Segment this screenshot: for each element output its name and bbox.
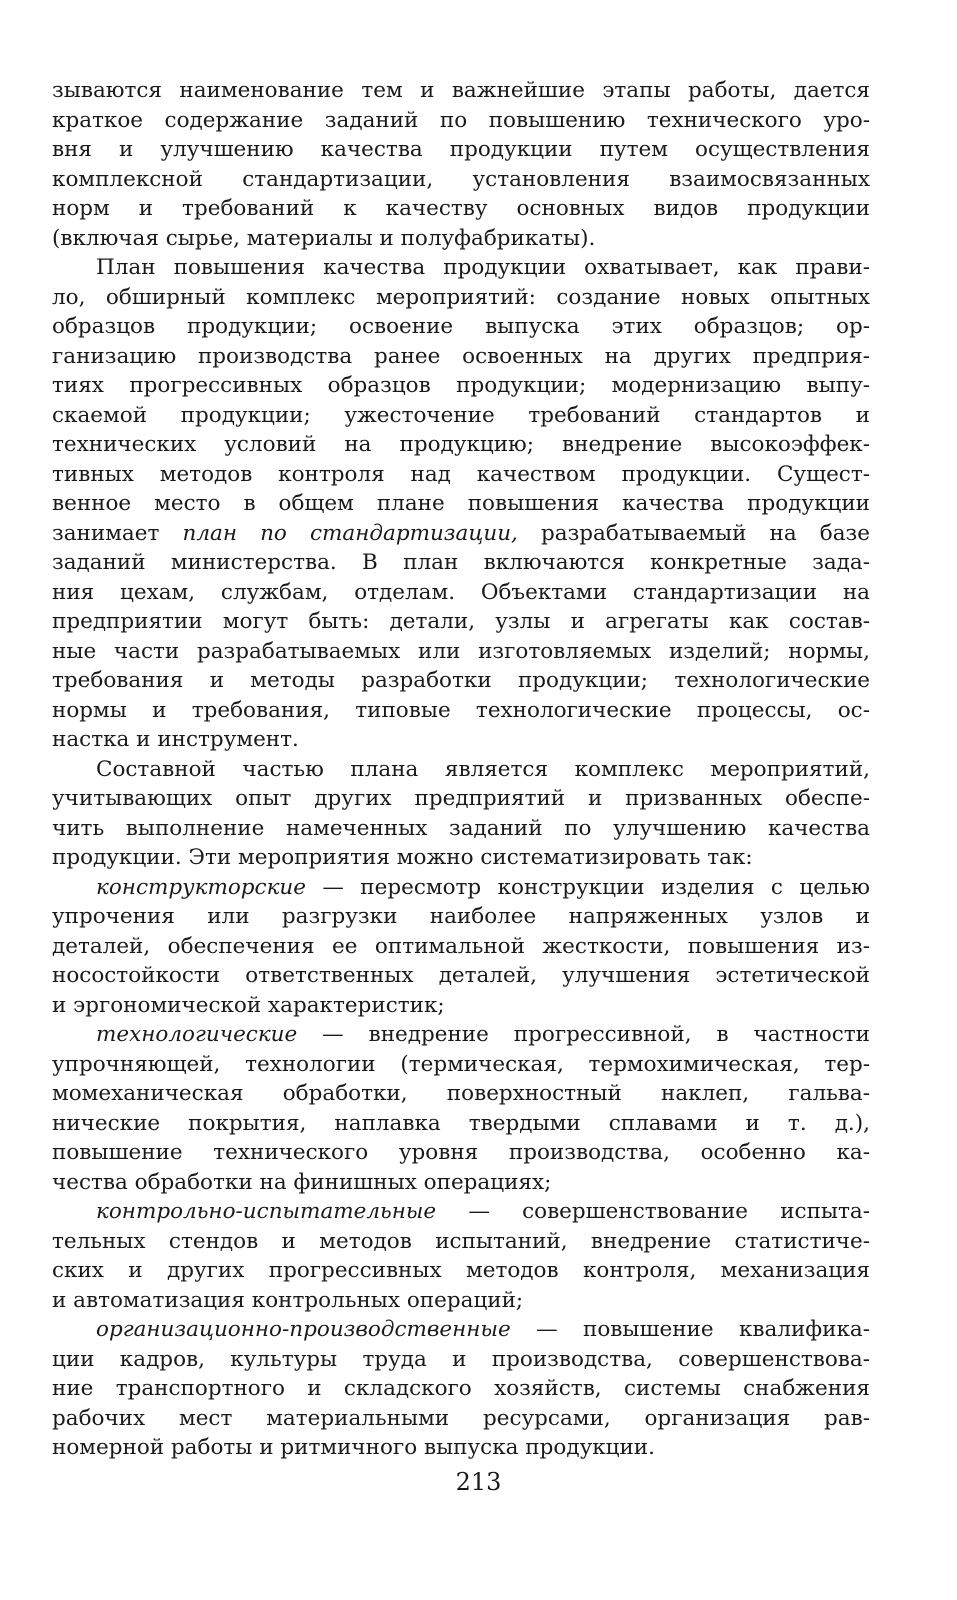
text-line: чить выполнение намеченных заданий по улучшению качества: [52, 815, 870, 841]
text-line: контрольно-испытательные — совершенствование испыта-: [96, 1199, 870, 1224]
text-line: организационно-производственные — повышение квалифика-: [96, 1317, 870, 1342]
text-line: венное место в общем плане повышения качества продукции: [52, 491, 870, 516]
text-line: ских и других прогрессивных методов контроля, механизация: [52, 1258, 870, 1283]
text-line: ции кадров, культуры труда и производства, совершенствова-: [52, 1346, 870, 1372]
paragraph: [52, 1315, 870, 1463]
text-line: продукции. Эти мероприятия можно систематизировать так:: [52, 845, 753, 870]
text-line: скаемой продукции; ужесточение требований стандартов и: [52, 402, 870, 428]
text-line: тельных стендов и методов испытаний, внедрение статистиче-: [52, 1228, 870, 1254]
text-line: ние транспортного и складского хозяйств, системы снабжения: [52, 1376, 870, 1401]
text-line: упрочения или разгрузки наиболее напряженных узлов и: [52, 904, 870, 929]
text-line: рабочих мест материальными ресурсами, организация рав-: [52, 1405, 870, 1431]
paragraph: [52, 755, 870, 873]
text-line: тиях прогрессивных образцов продукции; модернизацию выпу-: [52, 373, 870, 398]
text-line: технических условий на продукцию; внедрение высокоэффек-: [52, 432, 870, 457]
paragraph: [52, 76, 870, 253]
text-line: зываются наименование тем и важнейшие этапы работы, дается: [52, 78, 870, 103]
text-line: ганизацию производства ранее освоенных на других предприя-: [52, 343, 870, 369]
text-line: вня и улучшению качества продукции путем осуществления: [52, 137, 870, 162]
paragraph: [52, 1197, 870, 1315]
text-line: ния цехам, службам, отделам. Объектами стандартизации на: [52, 579, 870, 605]
page-number: 213: [455, 1468, 502, 1496]
text-line: чества обработки на финишных операциях;: [52, 1169, 552, 1195]
text-line: ные части разрабатываемых или изготовляемых изделий; нормы,: [52, 638, 870, 664]
text-line: технологические — внедрение прогрессивной, в частности: [96, 1022, 870, 1047]
text-line: (включая сырье, материалы и полуфабрикаты).: [52, 225, 596, 251]
text-line: тивных методов контроля над качеством продукции. Сущест-: [52, 461, 870, 487]
text-line: План повышения качества продукции охватывает, как прави-: [96, 255, 870, 280]
text-line: и эргономической характеристик;: [52, 992, 445, 1018]
paragraph: [52, 873, 870, 1021]
text-line: образцов продукции; освоение выпуска этих образцов; ор-: [52, 314, 870, 339]
paragraph: [52, 253, 870, 755]
page-text: [52, 76, 870, 1463]
text-line: носостойкости ответственных деталей, улучшения эстетической: [52, 963, 870, 988]
text-line: занимает план по стандартизации, разрабатываемый на базе: [52, 520, 870, 546]
text-line: момеханическая обработки, поверхностный наклеп, гальва-: [52, 1081, 870, 1106]
text-line: требования и методы разработки продукции; технологические: [52, 668, 870, 693]
text-line: нормы и требования, типовые технологические процессы, ос-: [52, 697, 870, 723]
text-line: краткое содержание заданий по повышению технического уро-: [52, 107, 870, 133]
text-line: повышение технического уровня производства, особенно ка-: [52, 1140, 870, 1165]
text-line: нические покрытия, наплавка твердыми сплавами и т. д.),: [52, 1110, 870, 1136]
text-line: учитывающих опыт других предприятий и призванных обеспе-: [52, 786, 870, 811]
text-line: норм и требований к качеству основных видов продукции: [52, 196, 870, 221]
text-line: настка и инструмент.: [52, 727, 299, 752]
text-line: комплексной стандартизации, установления взаимосвязанных: [52, 166, 870, 192]
text-line: и автоматизация контрольных операций;: [52, 1287, 524, 1313]
text-line: заданий министерства. В план включаются конкретные зада-: [52, 550, 870, 575]
text-line: конструкторские — пересмотр конструкции изделия с целью: [96, 874, 870, 900]
text-line: предприятии могут быть: детали, узлы и агрегаты как состав-: [52, 609, 870, 634]
text-line: номерной работы и ритмичного выпуска продукции.: [52, 1435, 655, 1460]
text-line: Составной частью плана является комплекс мероприятий,: [96, 756, 870, 782]
text-line: ло, обширный комплекс мероприятий: создание новых опытных: [52, 284, 870, 310]
text-line: упрочняющей, технологии (термическая, термохимическая, тер-: [52, 1051, 870, 1077]
paragraph: [52, 1020, 870, 1197]
text-line: деталей, обеспечения ее оптимальной жесткости, повышения из-: [52, 933, 870, 959]
